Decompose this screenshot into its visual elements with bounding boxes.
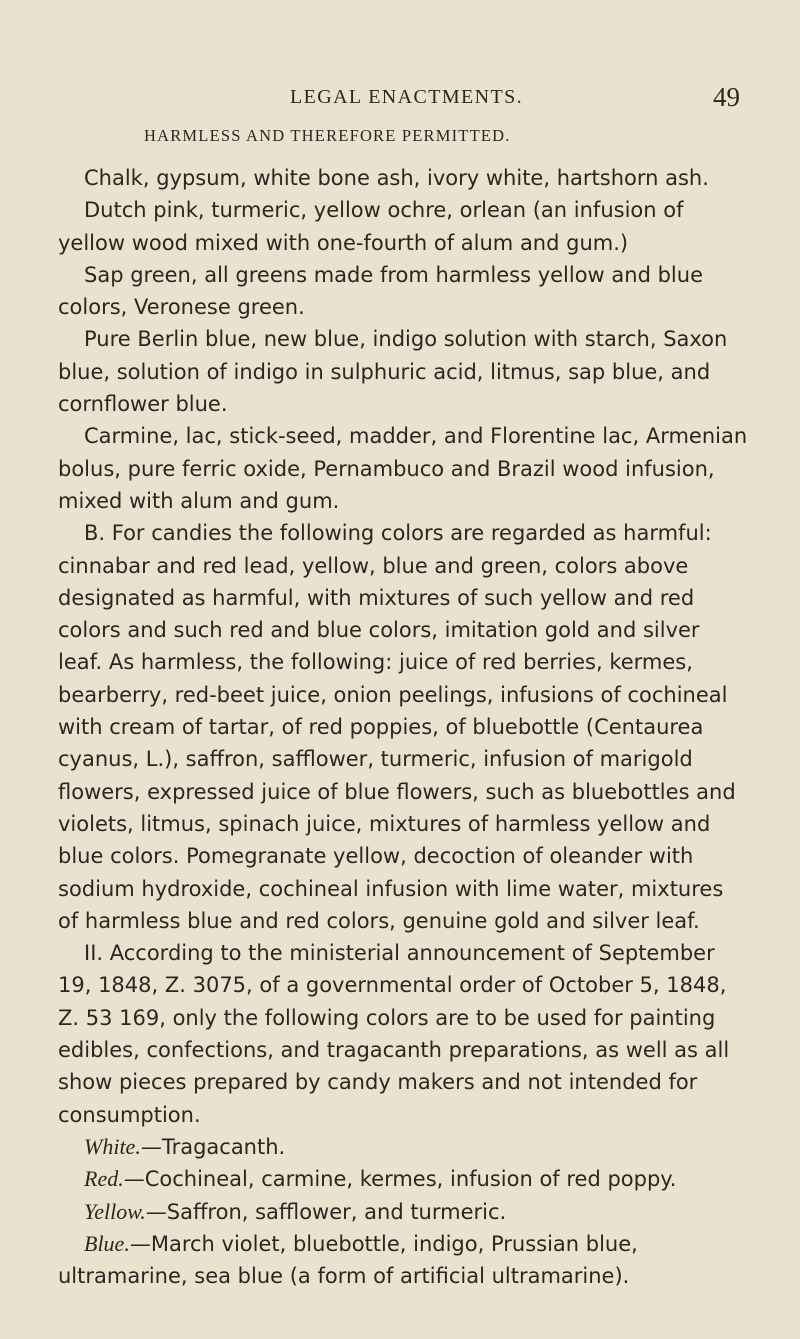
paragraph: II. According to the ministerial announcement of September 19, 1848, Z. 3075, of a governmental order of October 5, 1848, Z. 53 169, only the following colors are to be used for painting edibles, confections, and tragacanth preparations, as well as all show pieces prepared by candy makers and not intended for consumption. — [58, 941, 730, 1127]
color-entry-label: White. — [84, 1133, 141, 1159]
paragraph: Dutch pink, turmeric, yellow ochre, orlean (an infusion of yellow wood mixed with one-fourth of alum and gum.) — [58, 198, 684, 255]
running-head — [0, 82, 800, 116]
running-title: LEGAL ENACTMENTS. — [290, 86, 524, 108]
color-entry-yellow — [58, 1196, 748, 1228]
paragraph: Sap green, all greens made from harmless yellow and blue colors, Veronese green. — [58, 262, 703, 320]
color-entry-text: —Saffron, safflower, and turmeric. — [145, 1199, 507, 1224]
paragraph: B. For candies the following colors are regarded as harmful: cinnabar and red lead, yellow, blue and green, colors above designated as harmful, with mixtures of such yellow and red colors and such red and blue colors, imitation gold and silver leaf. As harmless, the following: juice of red berries, kermes, bearberry, red-beet juice, onion peelings, infusions of cochineal with cream of tartar, of red poppies, of bluebottle (Centaurea cyanus, L.), saffron, safflower, turmeric, infusion of marigold flowers, expressed juice of blue flowers, such as bluebottles and violets, litmus, spinach juice, mixtures of harmless yellow and blue colors. Pomegranate yellow, decoction of oleander with sodium hydroxide, cochineal infusion with lime water, mixtures of harmless blue and red colors, genuine gold and silver leaf. — [58, 521, 736, 933]
paragraph: Pure Berlin blue, new blue, indigo solution with starch, Saxon blue, solution of indigo in sulphuric acid, litmus, sap blue, and cornflower blue. — [58, 327, 728, 417]
color-entry-white — [58, 1131, 748, 1163]
section-heading: HARMLESS AND THEREFORE PERMITTED. — [144, 126, 511, 145]
color-entry-label: Red. — [84, 1166, 124, 1192]
paragraph: Chalk, gypsum, white bone ash, ivory white, hartshorn ash. — [84, 166, 709, 190]
color-entry-text: —Tragacanth. — [140, 1134, 286, 1159]
color-entry-label: Blue. — [84, 1230, 130, 1256]
body-text — [58, 162, 748, 1292]
paragraph: Carmine, lac, stick-seed, madder, and Florentine lac, Armenian bolus, pure ferric oxide, Pernambuco and Brazil wood infusion, mixed with alum and gum. — [58, 424, 748, 513]
color-entry-text: —Cochineal, carmine, kermes, infusion of red poppy. — [123, 1167, 677, 1192]
page-number: 49 — [713, 82, 740, 112]
color-entry-text: —March violet, bluebottle, indigo, Prussian blue, ultramarine, sea blue (a form of artificial ultramarine). — [58, 1231, 638, 1289]
color-entry-red — [58, 1163, 748, 1195]
color-entry-label: Yellow. — [84, 1198, 146, 1224]
color-entry-blue — [58, 1228, 748, 1293]
